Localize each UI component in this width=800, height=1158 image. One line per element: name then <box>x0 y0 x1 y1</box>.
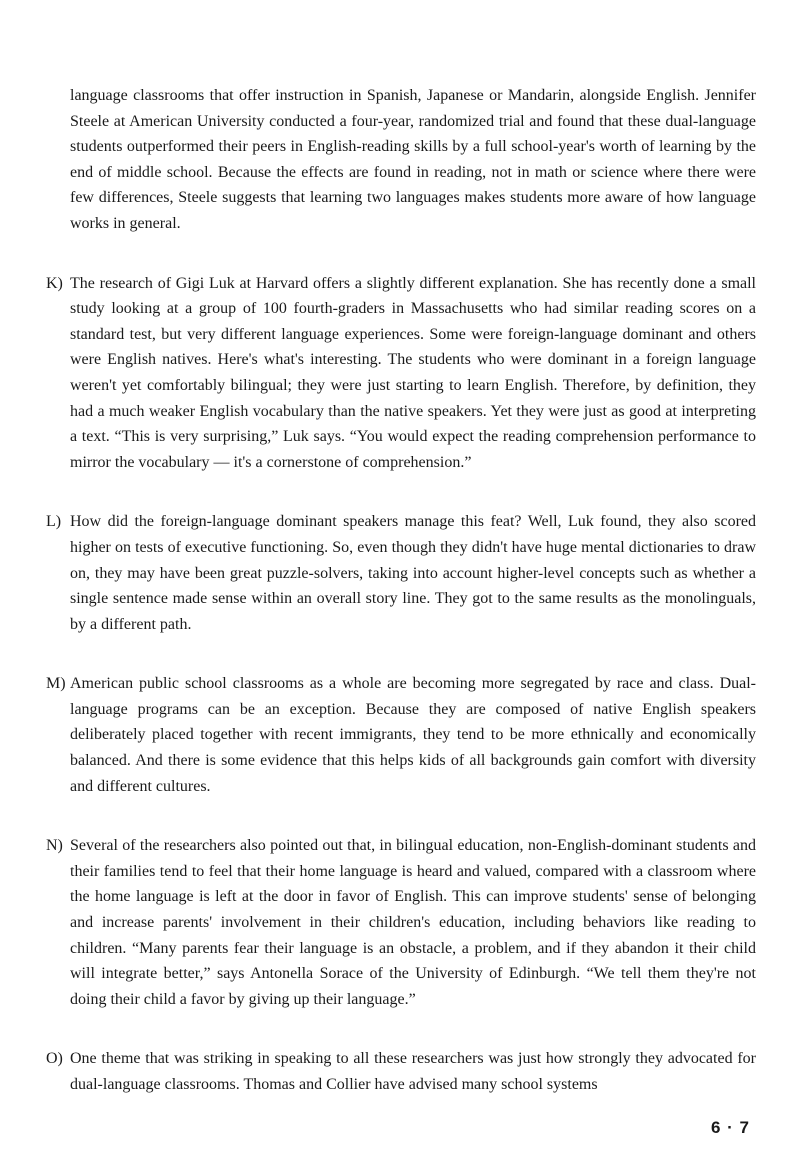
paragraph-letter: K) <box>46 274 63 292</box>
page-number: 6 · 7 <box>710 1118 750 1137</box>
paragraph-text: American public school classrooms as a whole are becoming more segregated by race and class. Dual-language programs can be an exception. Because they are composed of native English speakers deliberately placed together with recent immigrants, they tend to be more ethnically and economically balanced. And there is some evidence that this helps kids of all backgrounds gain comfort with diversity and different cultures. <box>70 675 756 795</box>
paragraph-l <box>46 509 756 637</box>
paragraph-text: The research of Gigi Luk at Harvard offers a slightly different explanation. She has recently done a small study looking at a group of 100 fourth-graders in Massachusetts who had similar reading scores on a standard test, but very different language experiences. Some were foreign-language dominant and others were English natives. Here's what's interesting. The students who were dominant in a foreign language weren't yet comfortably bilingual; they were just starting to learn English. Therefore, by definition, they had a much weaker English vocabulary than the native speakers. Yet they were just as good at interpreting a text. “This is very surprising,” Luk says. “You would expect the reading comprehension performance to mirror the vocabulary — it's a cornerstone of comprehension.” <box>70 274 756 471</box>
paragraph-n <box>46 833 756 1012</box>
paragraph-o <box>46 1046 756 1097</box>
document-body <box>46 83 756 1132</box>
paragraph-k <box>46 271 756 476</box>
paragraph-letter: M) <box>46 675 66 693</box>
paragraph-text: Several of the researchers also pointed out that, in bilingual education, non-English-dominant students and their families tend to feel that their home language is heard and valued, compared with a classroom where the home language is left at the door in favor of English. This can improve students' sense of belonging and increase parents' involvement in their children's education, including behaviors like reading to children. “Many parents fear their language is an obstacle, a problem, and if they abandon it their child will integrate better,” says Antonella Sorace of the University of Edinburgh. “We tell them they're not doing their child a favor by giving up their language.” <box>70 837 756 1008</box>
paragraph-text: How did the foreign-language dominant speakers manage this feat? Well, Luk found, they also scored higher on tests of executive functioning. So, even though they didn't have huge mental dictionaries to draw on, they may have been great puzzle-solvers, taking into account higher-level concepts such as whether a single sentence made sense within an overall story line. They got to the same results as the monolinguals, by a different path. <box>70 513 756 633</box>
paragraph-letter: L) <box>46 513 62 531</box>
paragraph-text: One theme that was striking in speaking to all these researchers was just how strongly they advocated for dual-language classrooms. Thomas and Collier have advised many school systems <box>70 1050 756 1093</box>
continued-paragraph: language classrooms that offer instruction in Spanish, Japanese or Mandarin, alongside English. Jennifer Steele at American University conducted a four-year, randomized trial and found that these dual-language students outperformed their peers in English-reading skills by a full school-year's worth of learning by the end of middle school. Because the effects are found in reading, not in math or science where there were few differences, Steele suggests that learning two languages makes students more aware of how language works in general. <box>70 87 756 232</box>
paragraph-letter: O) <box>46 1050 63 1068</box>
paragraph-letter: N) <box>46 837 63 855</box>
paragraph-m <box>46 671 756 799</box>
